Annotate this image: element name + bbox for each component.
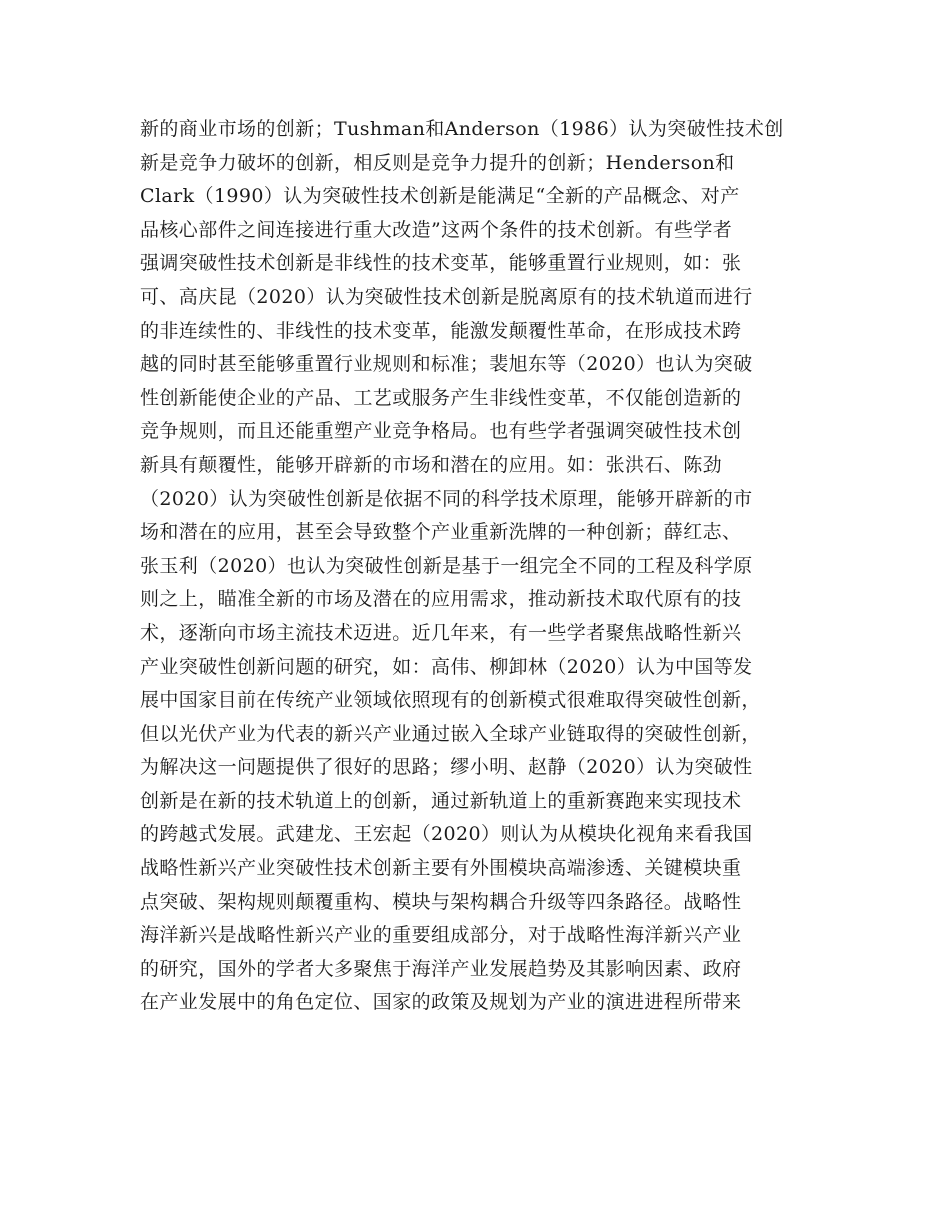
text-line: 张玉利（2020）也认为突破性创新是基于一组完全不同的工程及科学原 [140, 554, 753, 577]
text-line: Clark（1990）认为突破性技术创新是能满足“全新的产品概念、对产 [140, 185, 740, 208]
text-line: 新是竞争力破坏的创新，相反则是竞争力提升的创新；Henderson和 [140, 151, 735, 174]
text-line: 创新是在新的技术轨道上的创新，通过新轨道上的重新赛跑来实现技术 [140, 789, 742, 812]
text-line: 越的同时甚至能够重置行业规则和标准；裴旭东等（2020）也认为突破 [140, 353, 753, 376]
text-line: 新的商业市场的创新；Tushman和Anderson（1986）认为突破性技术创 [140, 118, 784, 140]
text-line: 竞争规则，而且还能重塑产业竞争格局。也有些学者强调突破性技术创 [140, 420, 742, 443]
text-line: 产业突破性创新问题的研究，如：高伟、柳卸林（2020）认为中国等发 [140, 655, 753, 678]
text-line: 可、高庆昆（2020）认为突破性技术创新是脱离原有的技术轨道而进行 [140, 285, 753, 308]
text-line: 点突破、架构规则颠覆重构、模块与架构耦合升级等四条路径。战略性 [140, 890, 742, 913]
text-line: 为解决这一问题提供了很好的思路；缪小明、赵静（2020）认为突破性 [140, 756, 753, 779]
text-line: 术，逐渐向市场主流技术迈进。近几年来，有一些学者聚焦战略性新兴 [140, 621, 742, 644]
text-line: 新具有颠覆性，能够开辟新的市场和潜在的应用。如：张洪石、陈劲 [140, 453, 723, 476]
text-line: 场和潜在的应用，甚至会导致整个产业重新洗牌的一种创新；薛红志、 [140, 521, 742, 544]
text-line: 强调突破性技术创新是非线性的技术变革，能够重置行业规则，如：张 [140, 252, 742, 275]
text-line: 展中国家目前在传统产业领域依照现有的创新模式很难取得突破性创新， [140, 689, 761, 712]
text-line: 的非连续性的、非线性的技术变革，能激发颠覆性革命，在形成技术跨 [140, 319, 742, 342]
text-line: 则之上，瞄准全新的市场及潜在的应用需求，推动新技术取代原有的技 [140, 588, 742, 611]
text-line: 的研究，国外的学者大多聚焦于海洋产业发展趋势及其影响因素、政府 [140, 957, 742, 980]
text-line: 海洋新兴是战略性新兴产业的重要组成部分，对于战略性海洋新兴产业 [140, 924, 742, 947]
text-line: 但以光伏产业为代表的新兴产业通过嵌入全球产业链取得的突破性创新， [140, 722, 761, 745]
text-line: （2020）认为突破性创新是依据不同的科学技术原理，能够开辟新的市 [140, 487, 753, 510]
text-line: 品核心部件之间连接进行重大改造”这两个条件的技术创新。有些学者 [140, 218, 733, 241]
text-line: 在产业发展中的角色定位、国家的政策及规划为产业的演进进程所带来 [140, 991, 742, 1014]
text-line: 性创新能使企业的产品、工艺或服务产生非线性变革，不仅能创造新的 [140, 386, 742, 409]
text-line: 战略性新兴产业突破性技术创新主要有外围模块高端渗透、关键模块重 [140, 857, 742, 880]
body-paragraph [140, 113, 820, 1020]
text-line: 的跨越式发展。武建龙、王宏起（2020）则认为从模块化视角来看我国 [140, 823, 753, 846]
